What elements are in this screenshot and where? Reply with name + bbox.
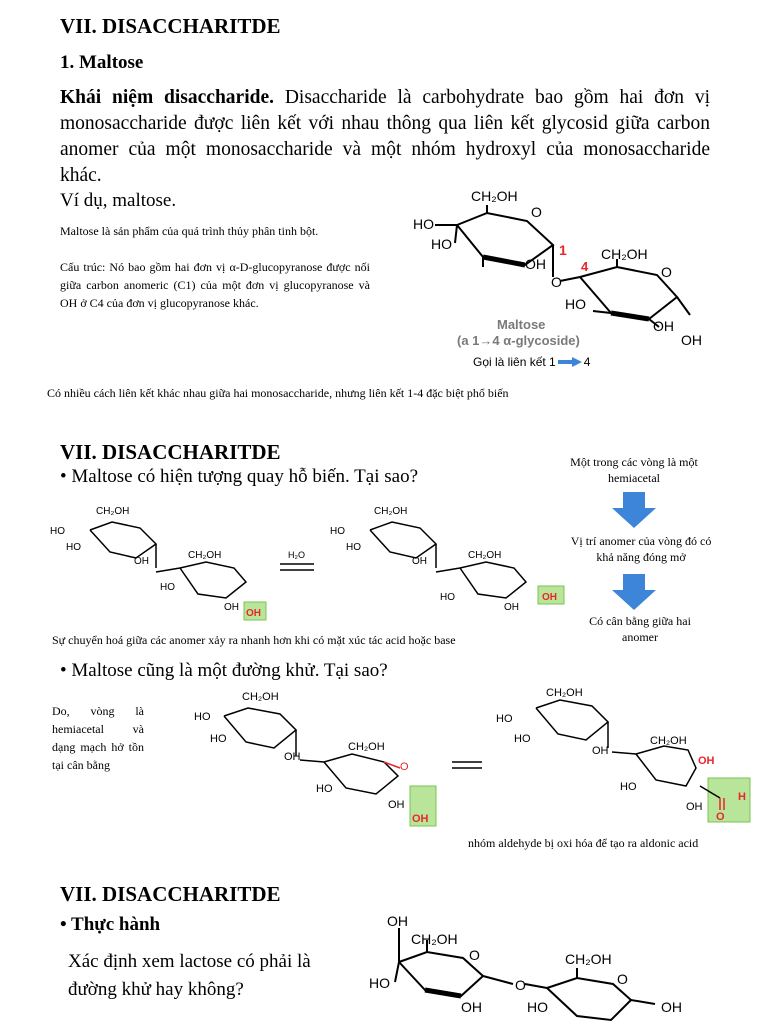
mutarotation-diagram (48, 500, 568, 628)
oxidation-caption: nhóm aldehyde bị oxi hóa để tạo ra aldonic acid (468, 836, 699, 850)
ho-r5: HO (514, 733, 531, 745)
linkage-caption (473, 355, 590, 370)
ch2oh-m2: CH₂OH (188, 550, 222, 561)
ch2oh-r1: CH₂OH (242, 691, 279, 703)
ho-m5: HO (346, 542, 361, 553)
example-text: Ví dụ, maltose. (60, 190, 177, 211)
oh-l3: OH (661, 999, 682, 1015)
ring-oxygen-l2: O (617, 971, 628, 987)
ho-l1: HO (369, 975, 390, 991)
definition-paragraph (60, 85, 710, 189)
chain-oh: OH (698, 755, 715, 767)
section1-subheading: 1. Maltose (60, 52, 144, 73)
water-label: H₂O (288, 550, 305, 560)
ch2oh-m3: CH₂OH (374, 506, 408, 517)
linkage-caption-pre: Gọi là liên kết 1 (473, 355, 556, 369)
reducing-reason: Do, vòng là hemiacetal và dạng mạch hở tồn tại cân bằng (52, 704, 144, 772)
ho-r1: HO (194, 711, 211, 723)
maltose-note: Maltose là sản phẩm của quá trình thủy phân tinh bột. (60, 224, 319, 238)
glycosidic-oxygen-l: O (515, 977, 526, 993)
ho-m3: HO (160, 582, 175, 593)
linkage-caption-post: 4 (583, 355, 591, 369)
reducing-sugar-diagram (190, 686, 760, 836)
ho-label-1: HO (413, 216, 434, 232)
oh-r1: OH (284, 751, 301, 763)
reducing-sugar-question: • Maltose cũng là một đường khử. Tại sao? (60, 660, 388, 681)
anomeric-oh-right: OH (542, 592, 557, 603)
ho-label-2: HO (431, 236, 452, 252)
anomeric-oh-left: OH (246, 608, 261, 619)
ring-oxygen-l1: O (469, 947, 480, 963)
oh-m3: OH (412, 556, 427, 567)
aldehyde-h: H (738, 791, 746, 803)
ho-m4: HO (330, 526, 345, 537)
ring-oxygen-1: O (531, 204, 542, 220)
ch2oh-label-1: CH₂OH (471, 188, 518, 204)
oh-r3: OH (592, 745, 609, 757)
ch2oh-r4: CH₂OH (650, 735, 687, 747)
mutarotation-question: • Maltose có hiện tượng quay hỗ biến. Tại sao? (60, 466, 419, 487)
ho-r4: HO (496, 713, 513, 725)
flow-step-1: Một trong các vòng là một hemiacetal (570, 455, 698, 485)
ho-label-3: HO (565, 296, 586, 312)
ho-r2: HO (210, 733, 227, 745)
glycosidic-oxygen: O (551, 274, 562, 290)
oh-l1: OH (387, 913, 408, 929)
flow-step-3: Có cân bằng giữa hai anomer (589, 614, 691, 644)
ho-r3: HO (316, 783, 333, 795)
ho-m6: HO (440, 592, 455, 603)
carbon-1-label: 1 (559, 242, 567, 258)
ring-oxygen-red: O (400, 761, 409, 773)
definition-text: Disaccharide là carbohydrate bao gồm hai đơn vị monosaccharide được liên kết với nhau thông qua liên kết glycosid giữa carbon anomer của một monosaccharide và một nhóm hydroxyl của monosaccharide khác. (60, 87, 711, 186)
ch2oh-label-2: CH₂OH (601, 246, 648, 262)
catalysis-caption: Sự chuyển hoá giữa các anomer xảy ra nhanh hơn khi có mặt xúc tác acid hoặc base (52, 633, 456, 647)
structure-note: Cấu trúc: Nó bao gồm hai đơn vị α-D-glucopyranose được nối giữa carbon anomeric (C1) của một đơn vị glucopyranose và OH ở C4 của đơn vị glucopyranose khác. (60, 260, 370, 310)
maltose-structure-diagram (405, 185, 725, 355)
aldehyde-o: O (716, 811, 725, 823)
ho-l2: HO (527, 999, 548, 1015)
down-arrow-icon-1 (612, 492, 656, 528)
section3-heading: VII. DISACCHARITDE (60, 882, 281, 906)
ch2oh-r2: CH₂OH (348, 741, 385, 753)
ch2oh-l2: CH₂OH (565, 951, 612, 967)
hemiacetal-oh: OH (412, 813, 429, 825)
oh-r4: OH (686, 801, 703, 813)
oh-l2: OH (461, 999, 482, 1015)
lactose-structure-diagram (365, 908, 715, 1024)
ho-r6: HO (620, 781, 637, 793)
practice-heading: • Thực hành (60, 914, 161, 935)
down-arrow-icon-2 (612, 574, 656, 610)
ring-oxygen-2: O (661, 264, 672, 280)
oh-label-2: OH (653, 318, 674, 334)
oh-m1: OH (134, 556, 149, 567)
section1-heading: VII. DISACCHARITDE (60, 14, 281, 38)
definition-term: Khái niệm disaccharide. (60, 87, 274, 108)
ch2oh-r3: CH₂OH (546, 687, 583, 699)
oh-m4: OH (504, 602, 519, 613)
section1-footer: Có nhiều cách liên kết khác nhau giữa hai monosaccharide, nhưng liên kết 1-4 đặc biệt phổ biến (47, 386, 509, 400)
glycoside-type-label: (a 1→4 α-glycoside) (457, 333, 580, 348)
ho-m1: HO (50, 526, 65, 537)
oh-label-1: OH (525, 256, 546, 272)
carbon-4-label: 4 (581, 259, 589, 274)
ch2oh-l1: CH₂OH (411, 931, 458, 947)
oh-r2: OH (388, 799, 405, 811)
flow-step-2: Vị trí anomer của vòng đó có khả năng đóng mở (570, 534, 712, 564)
maltose-name-label: Maltose (497, 317, 546, 332)
right-arrow-icon (558, 356, 582, 370)
ho-m2: HO (66, 542, 81, 553)
oh-label-3: OH (681, 332, 702, 348)
lactose-question: Xác định xem lactose có phải là đường khử hay không? (68, 951, 311, 1000)
ch2oh-m4: CH₂OH (468, 550, 502, 561)
ch2oh-m1: CH₂OH (96, 506, 130, 517)
oh-m2: OH (224, 602, 239, 613)
section2-heading: VII. DISACCHARITDE (60, 440, 281, 464)
